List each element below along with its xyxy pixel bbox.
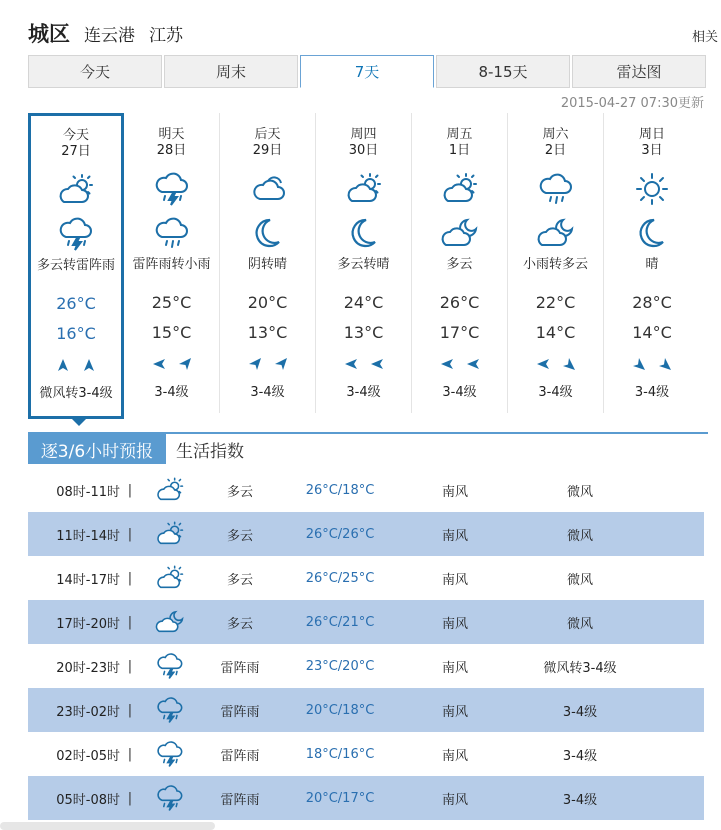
hour-wind-dir: 南风 [441, 660, 468, 676]
day-name: 后天 [254, 127, 281, 142]
temp-high: 26°C [439, 293, 480, 312]
w-arrow-icon [370, 356, 384, 375]
hourly-row [28, 776, 704, 820]
ne-arrow-icon [274, 356, 288, 375]
hour-temp: 26°C/21°C [305, 614, 375, 630]
temp-low: 16°C [56, 324, 96, 343]
separator: | [127, 526, 133, 542]
separator: | [127, 570, 133, 586]
wind-level: 3-4级 [154, 385, 189, 400]
hour-range: 11时-14时 [56, 528, 120, 544]
w-arrow-icon [466, 356, 480, 375]
partly-cloudy-sun-icon [140, 476, 200, 504]
separator: | [127, 482, 133, 498]
hour-range: 20时-23时 [56, 660, 120, 676]
se-arrow-icon [632, 356, 646, 375]
wind-direction [316, 351, 411, 379]
wind-level: 微风转3-4级 [39, 386, 113, 401]
moon-icon [316, 211, 411, 255]
wind-direction [508, 351, 603, 379]
hour-wind-dir: 南风 [441, 792, 468, 808]
related-link[interactable]: 相关 [692, 30, 719, 45]
forecast-tabs [28, 55, 706, 88]
hourly-row [28, 512, 704, 556]
day-name: 周日 [638, 127, 665, 142]
sub-tabs [28, 432, 708, 462]
cloudy-icon [220, 167, 315, 211]
day-column[interactable] [316, 113, 412, 413]
hour-wind-level: 3-4级 [562, 704, 598, 720]
w-arrow-icon [344, 356, 358, 375]
temp-low: 14°C [632, 323, 672, 342]
hour-temp: 20°C/17°C [305, 790, 375, 806]
seven-day-forecast [28, 113, 706, 419]
day-date: 27日 [61, 144, 91, 159]
ne-arrow-icon [178, 356, 192, 375]
day-date: 3日 [641, 143, 663, 158]
n-arrow-icon [56, 357, 70, 376]
tab-life-index[interactable]: 生活指数 [176, 441, 244, 462]
hour-range: 14时-17时 [56, 572, 120, 588]
day-condition: 小雨转多云 [522, 257, 588, 272]
temp-low: 13°C [343, 323, 384, 342]
wind-level: 3-4级 [538, 385, 573, 400]
hourly-row [28, 468, 704, 512]
day-date: 1日 [448, 143, 471, 158]
partly-cloudy-sun-icon [140, 520, 200, 548]
hour-wind-dir: 南风 [441, 704, 468, 720]
tab-radar[interactable]: 雷达图 [572, 55, 706, 88]
hour-range: 17时-20时 [56, 616, 120, 632]
ne-arrow-icon [248, 356, 262, 375]
temp-low: 14°C [535, 323, 576, 342]
thunder-rain-icon [140, 784, 200, 812]
day-condition: 多云 [446, 257, 473, 272]
temp-low: 17°C [439, 323, 480, 342]
hour-temp: 26°C/26°C [305, 526, 375, 542]
hour-wind-level: 微风转3-4级 [543, 660, 617, 676]
temp-low: 15°C [151, 323, 192, 342]
temp-high: 22°C [535, 293, 576, 312]
day-name: 周六 [542, 127, 569, 142]
thunder-rain-icon [124, 167, 219, 211]
hourly-row [28, 688, 704, 732]
wind-direction [124, 351, 219, 379]
partly-cloudy-sun-icon [316, 167, 411, 211]
day-name: 明天 [158, 127, 185, 142]
hour-condition: 多云 [226, 528, 253, 544]
day-column[interactable] [220, 113, 316, 413]
hour-wind-level: 微风 [566, 484, 593, 500]
hour-wind-level: 微风 [566, 572, 593, 588]
day-condition: 多云转晴 [337, 257, 390, 272]
hour-wind-dir: 南风 [441, 528, 468, 544]
tab-today[interactable]: 今天 [28, 55, 162, 88]
w-arrow-icon [152, 356, 166, 375]
hourly-forecast [28, 468, 704, 820]
hour-condition: 雷阵雨 [220, 792, 260, 808]
tab-weekend[interactable]: 周末 [164, 55, 298, 88]
hour-condition: 雷阵雨 [220, 660, 260, 676]
day-name: 周四 [350, 127, 377, 142]
separator: | [127, 658, 133, 674]
day-condition: 阴转晴 [247, 257, 287, 272]
hour-wind-level: 3-4级 [562, 748, 598, 764]
day-date: 2日 [544, 143, 567, 158]
day-name: 周五 [446, 127, 473, 142]
day-column[interactable] [124, 113, 220, 413]
wind-direction [31, 352, 121, 380]
cloudy-moon-icon [140, 608, 200, 636]
temp-high: 25°C [151, 293, 192, 312]
hour-range: 02时-05时 [56, 748, 120, 764]
temp-high: 20°C [247, 293, 288, 312]
district-name: 城区 [28, 22, 70, 46]
hour-wind-level: 3-4级 [562, 792, 598, 808]
wind-direction [412, 351, 507, 379]
tab-7day[interactable]: 7天 [300, 55, 434, 88]
partly-cloudy-sun-icon [140, 564, 200, 592]
wind-level: 3-4级 [442, 385, 477, 400]
temp-high: 26°C [56, 294, 96, 313]
hourly-row [28, 600, 704, 644]
moon-icon [604, 211, 700, 255]
thunder-rain-icon [140, 652, 200, 680]
rain-icon [508, 167, 603, 211]
day-date: 30日 [348, 143, 379, 158]
hour-condition: 雷阵雨 [220, 704, 260, 720]
hour-temp: 18°C/16°C [305, 746, 375, 762]
hour-wind-level: 微风 [566, 528, 593, 544]
hour-condition: 多云 [226, 484, 253, 500]
hour-wind-dir: 南风 [441, 484, 468, 500]
hour-range: 08时-11时 [56, 484, 120, 500]
se-arrow-icon [658, 356, 672, 375]
w-arrow-icon [536, 356, 550, 375]
separator: | [127, 614, 133, 630]
city-name[interactable]: 连云港 [84, 26, 135, 46]
separator: | [127, 746, 133, 762]
partly-cloudy-sun-icon [412, 167, 507, 211]
day-condition: 多云转雷阵雨 [36, 258, 115, 273]
hourly-row [28, 556, 704, 600]
separator: | [127, 790, 133, 806]
w-arrow-icon [440, 356, 454, 375]
thunder-rain-icon [140, 740, 200, 768]
location-header [28, 18, 183, 48]
day-condition: 雷阵雨转小雨 [132, 257, 211, 272]
wind-direction [604, 351, 700, 379]
tab-hourly[interactable]: 逐3/6小时预报 [28, 434, 166, 464]
cloudy-moon-icon [412, 211, 507, 255]
hour-wind-dir: 南风 [441, 748, 468, 764]
rain-icon [124, 211, 219, 255]
temp-high: 28°C [632, 293, 672, 312]
hour-wind-dir: 南风 [441, 572, 468, 588]
hour-wind-dir: 南风 [441, 616, 468, 632]
tab-8-15day[interactable]: 8-15天 [436, 55, 570, 88]
thunder-rain-icon [140, 696, 200, 724]
horizontal-scrollbar[interactable] [0, 822, 215, 830]
hour-condition: 雷阵雨 [220, 748, 260, 764]
hour-temp: 26°C/25°C [305, 570, 375, 586]
wind-level: 3-4级 [634, 385, 670, 400]
day-date: 28日 [156, 143, 187, 158]
wind-level: 3-4级 [250, 385, 285, 400]
se-arrow-icon [562, 356, 576, 375]
temp-low: 13°C [247, 323, 288, 342]
day-name: 今天 [62, 128, 89, 143]
cloudy-moon-icon [508, 211, 603, 255]
day-column[interactable] [412, 113, 508, 413]
hourly-row [28, 732, 704, 776]
hour-condition: 多云 [226, 572, 253, 588]
sun-icon [604, 167, 700, 211]
hour-range: 05时-08时 [56, 792, 120, 808]
day-column[interactable] [28, 113, 124, 419]
thunder-rain-icon [31, 212, 121, 256]
update-time: 2015-04-27 07:30更新 [560, 96, 704, 111]
hour-wind-level: 微风 [566, 616, 593, 632]
moon-icon [220, 211, 315, 255]
day-condition: 晴 [645, 257, 659, 272]
partly-cloudy-sun-icon [31, 168, 121, 212]
hour-temp: 20°C/18°C [305, 702, 375, 718]
hour-range: 23时-02时 [56, 704, 120, 720]
day-date: 29日 [252, 143, 283, 158]
wind-level: 3-4级 [346, 385, 381, 400]
hourly-row [28, 644, 704, 688]
hour-condition: 多云 [226, 616, 253, 632]
day-column[interactable] [508, 113, 604, 413]
hour-temp: 26°C/18°C [305, 482, 375, 498]
wind-direction [220, 351, 315, 379]
temp-high: 24°C [343, 293, 384, 312]
hour-temp: 23°C/20°C [305, 658, 375, 674]
separator: | [127, 702, 133, 718]
n-arrow-icon [82, 357, 96, 376]
day-column[interactable] [604, 113, 700, 413]
province-name[interactable]: 江苏 [149, 26, 183, 46]
